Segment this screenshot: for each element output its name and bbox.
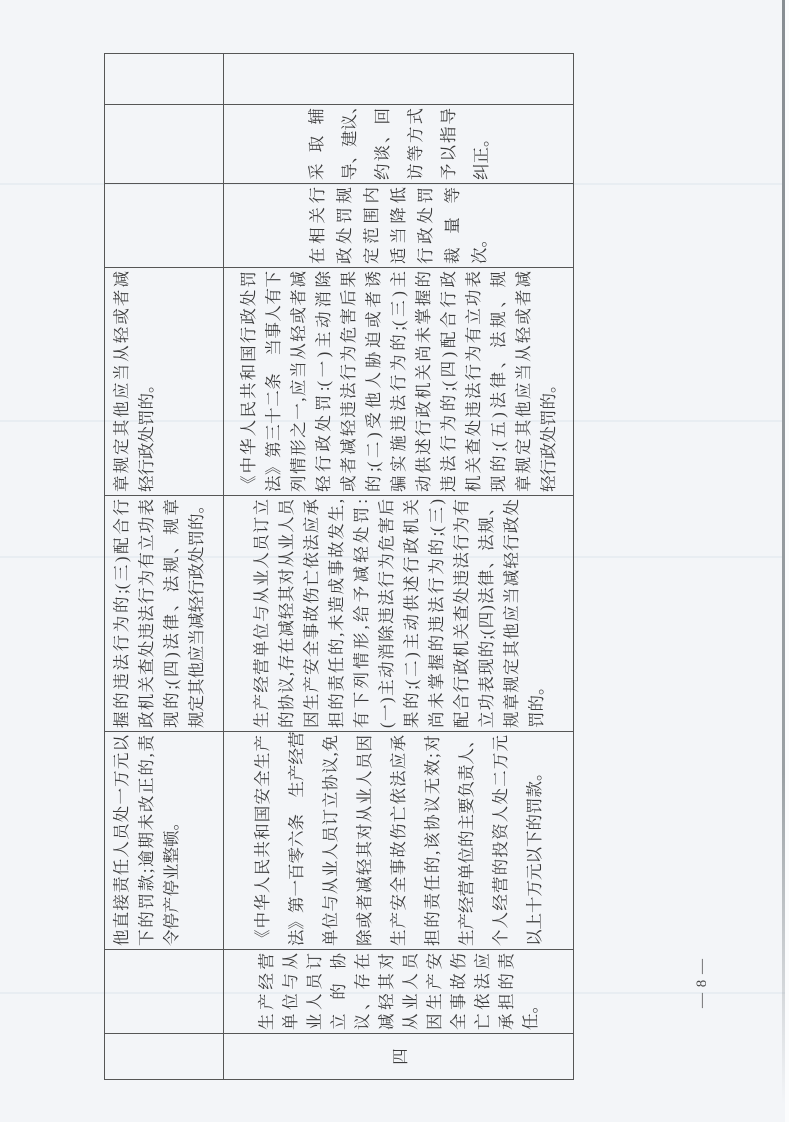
penalty-basis-text: 《中华人民共和国安全生产 法》第一百零六条 生产经营 单位与从业人员订立协议,免 除或者减轻其对从业人员因 生产安全事故伤亡依法应承 担的责任的,该协议无效;对 生产经营单位的主要负责人、 个人经营的投资人处二万元 以上十万元以下的罚款。 xyxy=(252,731,544,946)
cell-remark-empty xyxy=(105,54,224,105)
cell-remark-blank xyxy=(224,54,574,105)
cell-penalty-continuation xyxy=(105,732,224,950)
cell-penalty-basis xyxy=(224,732,574,950)
cell-discretion-continuation xyxy=(105,496,224,732)
guidance-measures-text: 采取辅 导、建议、 约谈、回 访等方式 予以指导 纠正。 xyxy=(306,97,491,180)
cell-serial-empty xyxy=(105,1034,224,1080)
cell-guidance-measures xyxy=(224,97,574,184)
serial-number: 四 xyxy=(390,1048,410,1065)
penalty-continuation-text: 他直接责任人员处一万元以 下的罚款;逾期未改正的,责 令停产停业整顿。 xyxy=(112,735,181,946)
basis-continuation-text: 章规定其他应当从轻或者减 轻行政处罚的。 xyxy=(112,271,156,492)
cell-serial-number xyxy=(224,1034,574,1080)
cell-range-empty xyxy=(105,184,224,268)
discretion-basis-text: 《中华人民共和国行政处罚 法》第三十二条 当事人有下 列情形之一,应当从轻或者减 轻行政处罚:(一)主动消除 或者减轻违法行为危害后果 的;(二)受他人胁迫或者诱 骗实施违法行为的;(三)主 动供述行政机关尚未掌握的 违法行为的;(四)配合行政 机关查处违法行为有立功表 现的;(五)法律、法规、规 章规定其他应当从轻或者减 轻行政处罚的。 xyxy=(239,271,558,492)
cell-violation-empty xyxy=(105,950,224,1034)
scan-outside-margin xyxy=(785,0,789,1122)
cell-guidance-empty xyxy=(105,105,224,184)
cell-discretion-basis xyxy=(224,268,574,496)
penalty-discretion-table xyxy=(104,53,574,1080)
table-row-item-four xyxy=(224,54,574,1080)
cell-violation-description xyxy=(224,950,574,1034)
cell-mitigation-circumstances xyxy=(224,496,574,732)
cell-discretion-range xyxy=(224,184,574,268)
violation-description-text: 生产经营 单位与从 业人员订 立的协 议、存在 减轻其对 从业人员 因生产安 全事故伤 亡依法应 承担的责 任。 xyxy=(256,953,540,1030)
discretion-range-text: 在相关行 政处罚规 定范围内 适当降低 行政处罚 裁量等 次。 xyxy=(308,187,489,264)
mitigation-circumstances-text: 生产经营单位与从业人员订立 的协议,存在减轻其对从业人员 因生产安全事故伤亡依法应承 担的责任的,未造成事故发生, 有下列情形,给予减轻处罚: (一)主动消除违法行为危害后 果的;(二)主动供述行政机关 尚未掌握的违法行为的;(三) 配合行政机关查处违法行为有 立功表现的;(四)法律、法规、 规章规定其他应当减轻行政处 罚的。 xyxy=(251,499,546,728)
page-number: — 8 — xyxy=(694,958,710,1008)
cell-basis-continuation xyxy=(105,268,224,496)
discretion-continuation-text: 握的违法行为的;(三)配合行 政机关查处违法行为有立功表 现的;(四)法律、法规、规章 规定其他应当减轻行政处罚的。 xyxy=(112,497,206,728)
table-row-continuation xyxy=(105,54,224,1080)
